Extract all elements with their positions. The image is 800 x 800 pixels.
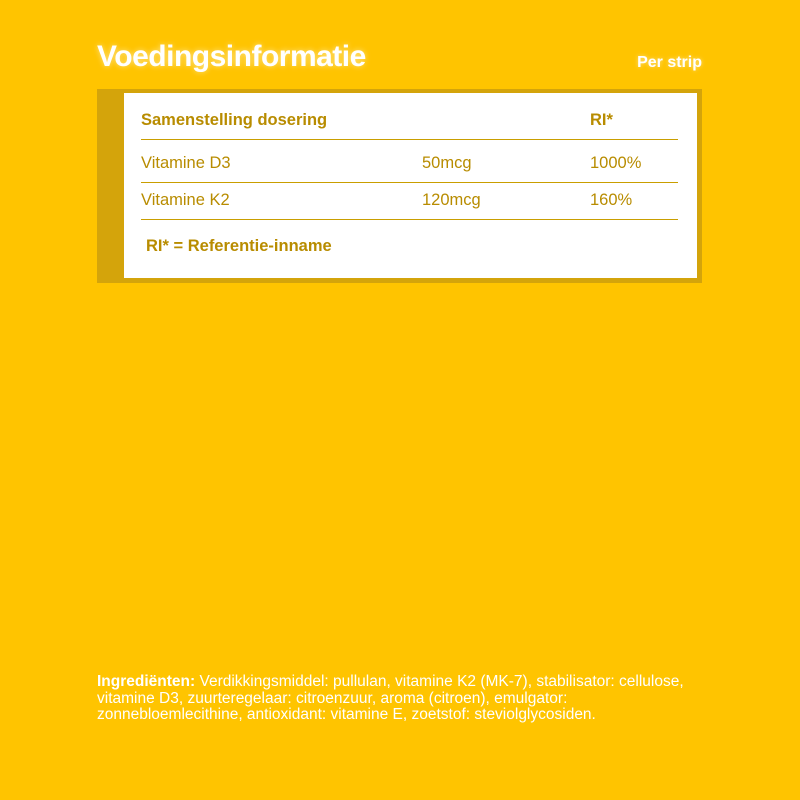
page-title: Voedingsinformatie — [97, 40, 366, 73]
row-name: Vitamine D3 — [141, 154, 231, 172]
header-composition: Samenstelling dosering — [141, 111, 328, 129]
table-row — [141, 145, 678, 183]
table-header-row — [141, 102, 678, 140]
ingredients-label: Ingrediënten: — [97, 673, 196, 690]
row-ri: 1000% — [590, 154, 642, 172]
table-row — [141, 182, 678, 220]
row-amount: 120mcg — [422, 191, 481, 209]
row-name: Vitamine K2 — [141, 191, 230, 209]
ingredients-list: Verdikkingsmiddel: pullulan, vitamine K2 (MK-7), stabilisator: cellulose, vitamine D3, zuurteregelaar: citroenzuur, aroma (citroen), emulgator: zonnebloemlecithine, antioxidant: vitamine E, zoetstof: steviolglycosiden. — [97, 673, 684, 723]
row-ri: 160% — [590, 191, 633, 209]
header-ri: RI* — [590, 111, 613, 129]
ri-footnote: RI* = Referentie-inname — [146, 237, 332, 255]
per-strip-label: Per strip — [637, 54, 702, 71]
row-amount: 50mcg — [422, 154, 472, 172]
ingredients-text — [97, 674, 707, 724]
